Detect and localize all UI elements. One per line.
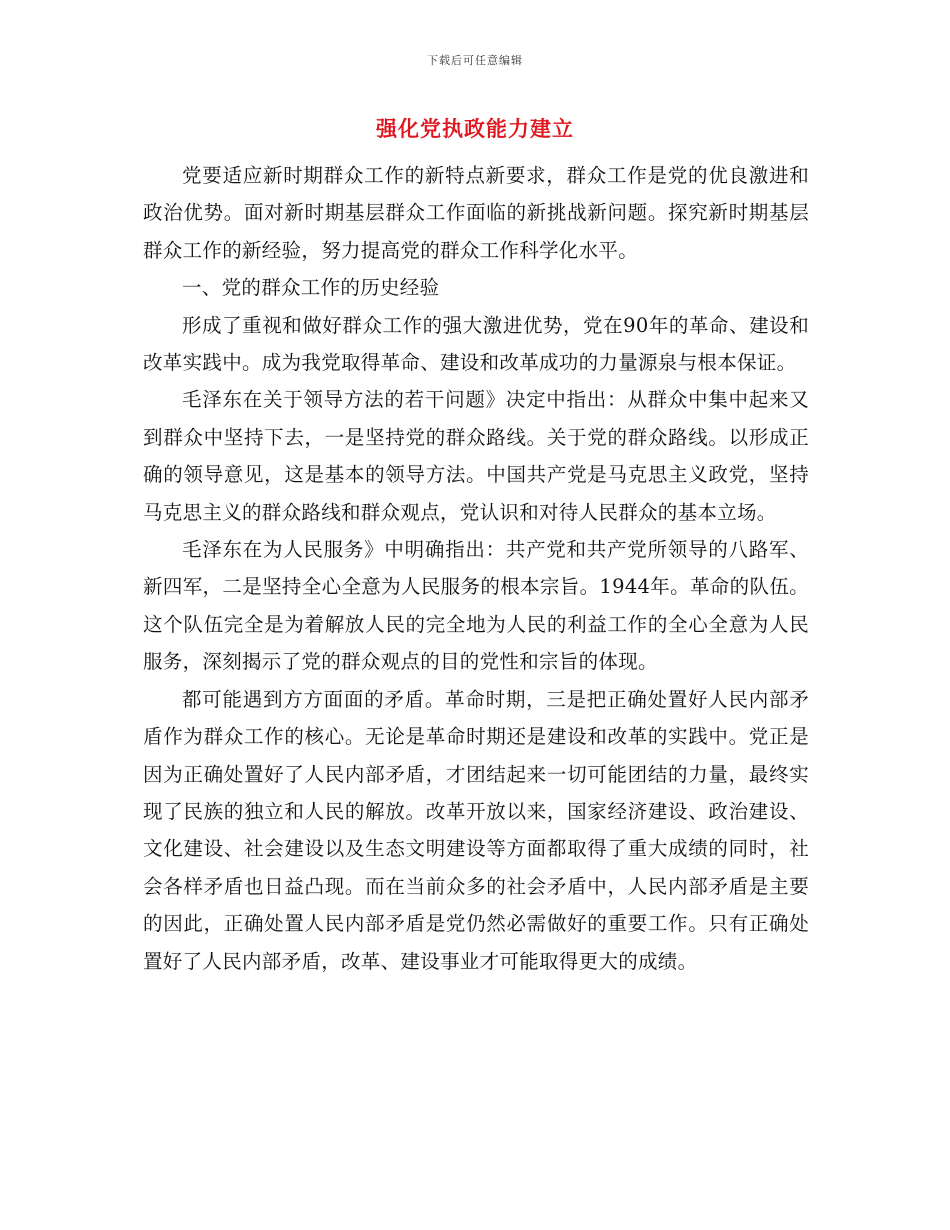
paragraph-mass-line: 毛泽东在关于领导方法的若干问题》决定中指出：从群众中集中起来又到群众中坚持下去，一是坚持党的群众路线。关于党的群众路线。以形成正确的领导意见，这是基本的领导方法。中国共产党是马克思主义政党，坚持马克思主义的群众路线和群众观点，党认识和对待人民群众的基本立场。: [143, 388, 809, 524]
paragraph-serve-people: 毛泽东在为人民服务》中明确指出：共产党和共产党所领导的八路军、新四军，二是坚持全心全意为人民服务的根本宗旨。1944年。革命的队伍。这个队伍完全是为着解放人民的完全地为人民的利益工作的全心全意为人民服务，深刻揭示了党的群众观点的目的党性和宗旨的体现。: [143, 538, 809, 674]
document-body: [143, 157, 809, 980]
page-header-note: 下载后可任意编辑: [427, 54, 523, 67]
document-title: 强化党执政能力建立: [376, 116, 574, 141]
paragraph-contradictions: 都可能遇到方方面面的矛盾。革命时期，三是把正确处置好人民内部矛盾作为群众工作的核心。无论是革命时期还是建设和改革的实践中。党正是因为正确处置好了人民内部矛盾，才团结起来一切可能团结的力量，最终实现了民族的独立和人民的解放。改革开放以来，国家经济建设、政治建设、文化建设、社会建设以及生态文明建设等方面都取得了重大成绩的同时，社会各样矛盾也日益凸现。而在当前众多的社会矛盾中，人民内部矛盾是主要的因此，正确处置人民内部矛盾是党仍然必需做好的重要工作。只有正确处置好了人民内部矛盾，改革、建设事业才可能取得更大的成绩。: [143, 687, 809, 973]
paragraph-advantage: 形成了重视和做好群众工作的强大激进优势，党在90年的革命、建设和改革实践中。成为我党取得革命、建设和改革成功的力量源泉与根本保证。: [143, 313, 809, 375]
paragraph-intro: 党要适应新时期群众工作的新特点新要求，群众工作是党的优良激进和政治优势。面对新时期基层群众工作面临的新挑战新问题。探究新时期基层群众工作的新经验，努力提高党的群众工作科学化水平。: [143, 164, 809, 262]
section-heading-1: 一、党的群众工作的历史经验: [182, 276, 440, 300]
